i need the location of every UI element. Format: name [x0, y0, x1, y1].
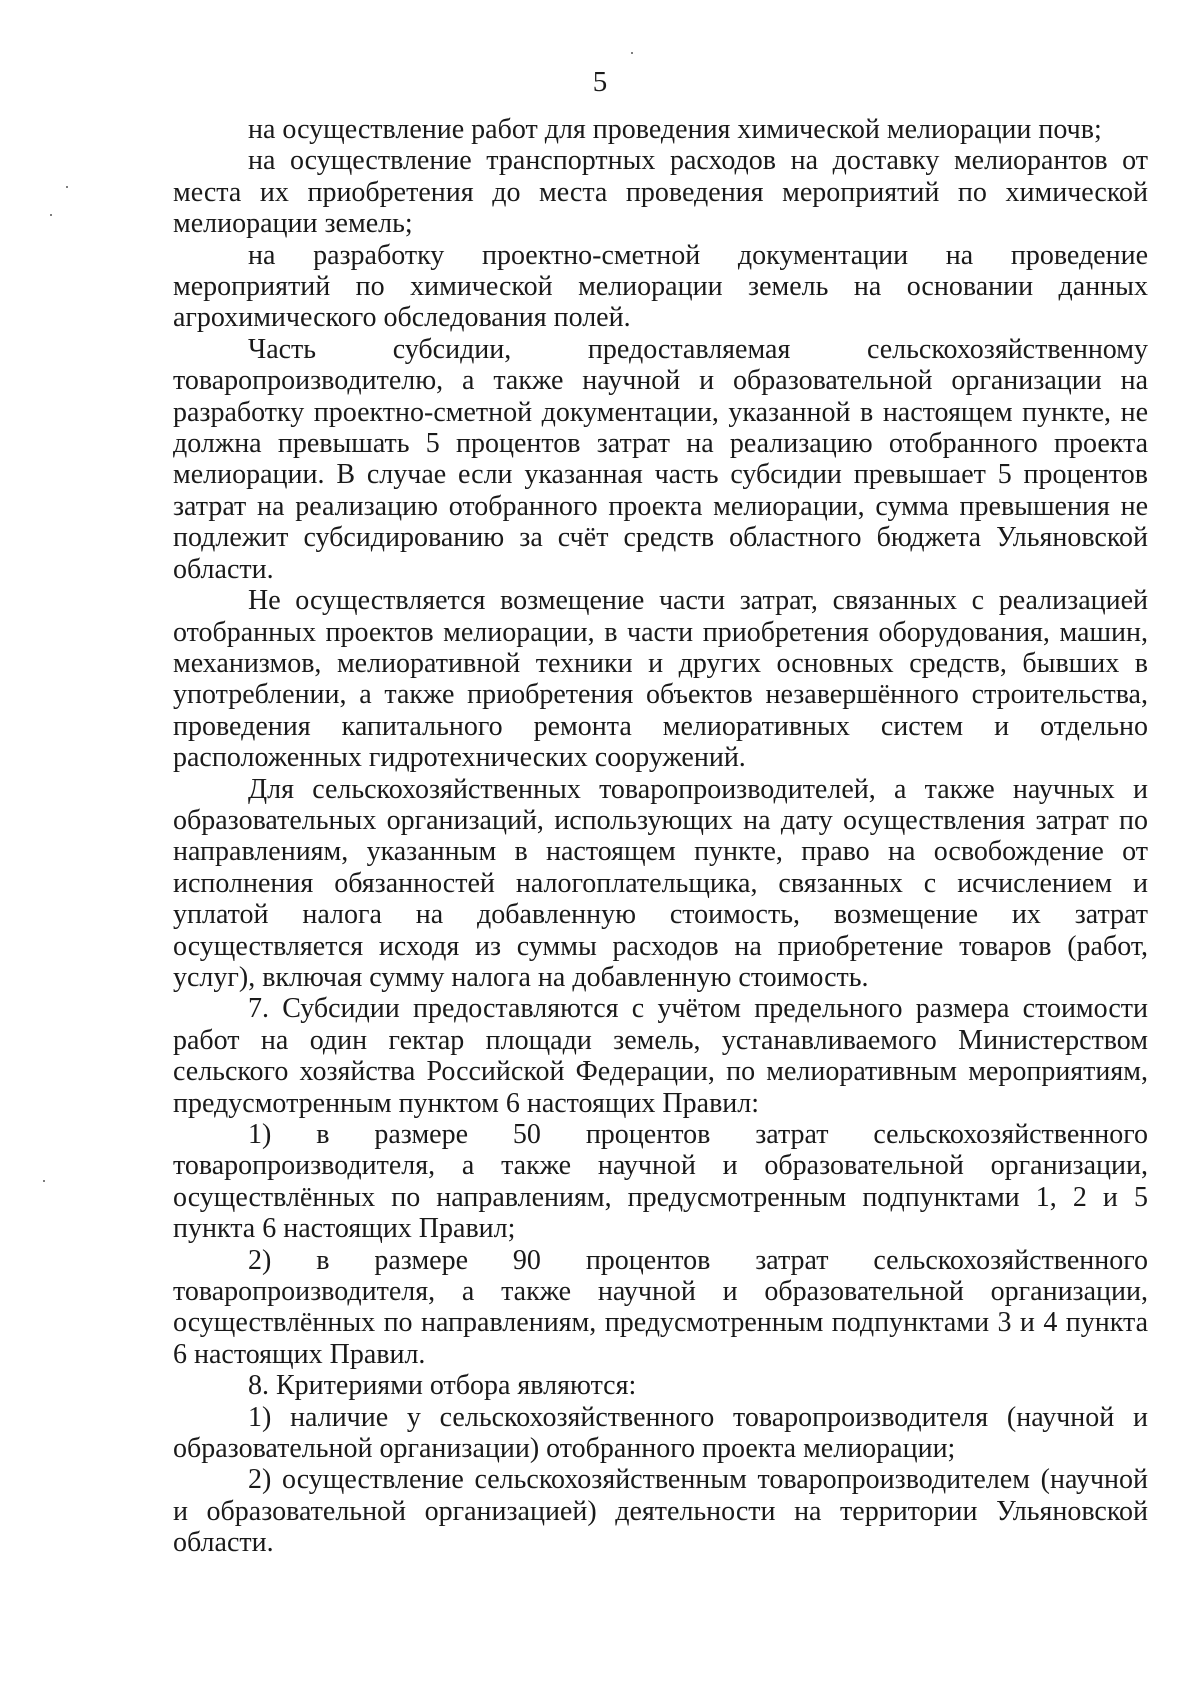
scan-speck	[43, 1180, 45, 1182]
paragraph: Часть субсидии, предоставляемая сельскохозяйственному товаропроизводителю, а также научной и образовательной организации на разработку проектно-сметной документации, указанной в настоящем пункте, не должна превышать 5 процентов затрат на реализацию отобранного проекта мелиорации. В случае если указанная часть субсидии превышает 5 процентов затрат на реализацию отобранного проекта мелиорации, сумма превышения не подлежит субсидированию за счёт средств областного бюджета Ульяновской области.	[173, 333, 1148, 585]
paragraph: 2) в размере 90 процентов затрат сельскохозяйственного товаропроизводителя, а также научной и образовательной организации, осуществлённых по направлениям, предусмотренным подпунктами 3 и 4 пункта 6 настоящих Правил.	[173, 1244, 1148, 1370]
page-number: 5	[592, 66, 608, 98]
paragraph: 1) в размере 50 процентов затрат сельскохозяйственного товаропроизводителя, а также научной и образовательной организации, осуществлённых по направлениям, предусмотренным подпунктами 1, 2 и 5 пункта 6 настоящих Правил;	[173, 1119, 1148, 1245]
paragraph: на разработку проектно-сметной документации на проведение мероприятий по химической мелиорации земель на основании данных агрохимического обследования полей.	[173, 239, 1148, 334]
paragraph: на осуществление транспортных расходов на доставку мелиорантов от места их приобретения до места проведения мероприятий по химической мелиорации земель;	[173, 145, 1148, 240]
paragraph: Не осуществляется возмещение части затрат, связанных с реализацией отобранных проектов мелиорации, в части приобретения оборудования, машин, механизмов, мелиоративной техники и других основных средств, бывших в употреблении, а также приобретения объектов незавершённого строительства, проведения капитального ремонта мелиоративных систем и отдельно расположенных гидротехнических сооружений.	[173, 585, 1148, 774]
scan-speck	[66, 186, 68, 188]
paragraph: 1) наличие у сельскохозяйственного товаропроизводителя (научной и образовательной организации) отобранного проекта мелиорации;	[173, 1401, 1148, 1465]
paragraph: 8. Критериями отбора являются:	[248, 1370, 637, 1402]
scan-speck	[50, 214, 52, 216]
paragraph: на осуществление работ для проведения химической мелиорации почв;	[248, 114, 1102, 145]
paragraph: 7. Субсидии предоставляются с учётом предельного размера стоимости работ на один гектар площади земель, устанавливаемого Министерством сельского хозяйства Российской Федерации, по мелиоративным мероприятиям, предусмотренным пунктом 6 настоящих Правил:	[173, 993, 1148, 1119]
scan-speck	[631, 52, 633, 54]
document-body	[173, 114, 1148, 1559]
paragraph: Для сельскохозяйственных товаропроизводителей, а также научных и образовательных организаций, использующих на дату осуществления затрат по направлениям, указанным в настоящем пункте, право на освобождение от исполнения обязанностей налогоплательщика, связанных с исчислением и уплатой налога на добавленную стоимость, возмещение их затрат осуществляется исходя из суммы расходов на приобретение товаров (работ, услуг), включая сумму налога на добавленную стоимость.	[173, 773, 1148, 993]
paragraph: 2) осуществление сельскохозяйственным товаропроизводителем (научной и образовательной организацией) деятельности на территории Ульяновской области.	[173, 1464, 1148, 1559]
